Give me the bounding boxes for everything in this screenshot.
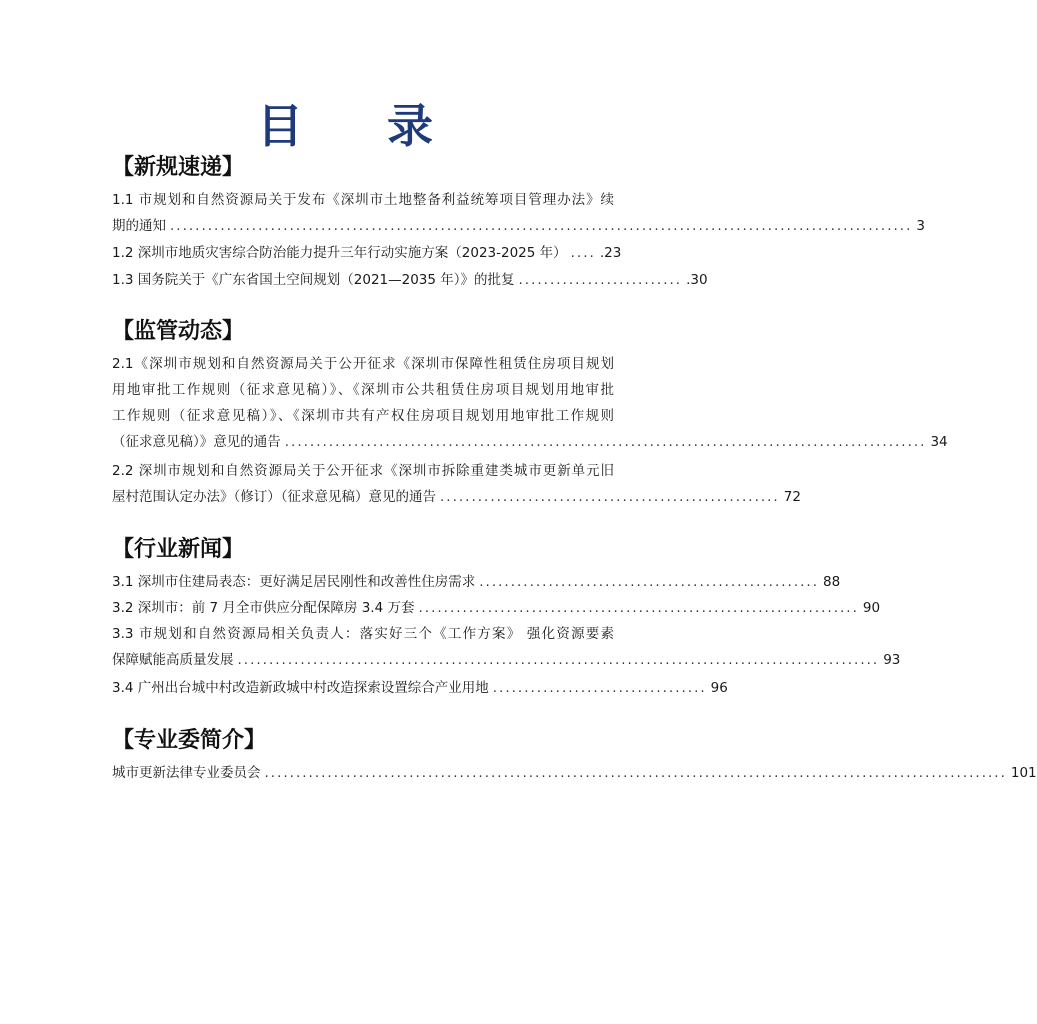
toc-entry-2-1[interactable] (112, 351, 948, 455)
toc-entry-line: 3.2 深圳市：前 7 月全市供应分配保障房 3.4 万套 (112, 600, 415, 616)
dot-leader: ...................................................................... (418, 600, 859, 616)
dot-leader: .................................. (492, 680, 707, 696)
page-number: 88 (823, 574, 841, 590)
page-number: 101 (1010, 765, 1037, 781)
section-heading-regulatory-updates: 【监管动态】 (112, 319, 245, 344)
toc-entry-1-1[interactable] (112, 187, 925, 239)
toc-entry-1-2[interactable] (112, 240, 622, 266)
toc-entry-3-3[interactable] (112, 621, 901, 673)
toc-entry-3-1[interactable] (112, 569, 841, 595)
dot-leader: .......................... (518, 272, 683, 288)
toc-entry-4-1[interactable] (112, 760, 1037, 786)
toc-entry-line: 城市更新法律专业委员会 (112, 765, 261, 781)
toc-entry-line: 用地审批工作规则（征求意见稿）》、《深圳市公共租赁住房项目规划用地审批 (112, 382, 614, 398)
toc-entry-line: （征求意见稿）》意见的通告 (112, 434, 281, 450)
dot-leader: ...................................................... (440, 489, 780, 505)
page-number: 3 (916, 218, 925, 234)
dot-leader: ...................................................................................................................... (170, 218, 913, 234)
page-number: 93 (883, 652, 901, 668)
section-heading-committee-intro: 【专业委简介】 (112, 728, 267, 753)
page-number: .30 (686, 272, 708, 288)
toc-entry-line: 1.3 国务院关于《广东省国土空间规划（2021—2035 年）》的批复 (112, 272, 515, 288)
toc-entry-line: 2.2 深圳市规划和自然资源局关于公开征求《深圳市拆除重建类城市更新单元旧 (112, 463, 614, 479)
toc-entry-line: 3.4 广州出台城中村改造新政城中村改造探索设置综合产业用地 (112, 680, 489, 696)
page-number: 96 (710, 680, 728, 696)
toc-entry-line: 1.1 市规划和自然资源局关于发布《深圳市土地整备利益统筹项目管理办法》续 (112, 192, 614, 208)
toc-entry-line: 2.1《深圳市规划和自然资源局关于公开征求《深圳市保障性租赁住房项目规划 (112, 356, 614, 372)
toc-entry-line: 3.3 市规划和自然资源局相关负责人：落实好三个《工作方案》 强化资源要素 (112, 626, 614, 642)
section-heading-new-regulations: 【新规速递】 (112, 155, 245, 180)
toc-entry-line: 保障赋能高质量发展 (112, 652, 234, 668)
dot-leader: ...................................................................................................... (284, 434, 927, 450)
toc-entry-3-4[interactable] (112, 675, 728, 701)
page-number: 90 (862, 600, 881, 616)
toc-entry-line: 期的通知 (112, 218, 166, 234)
toc-entry-3-2[interactable] (112, 595, 881, 621)
toc-entry-2-2[interactable] (112, 458, 801, 510)
page-number: 34 (930, 434, 948, 450)
toc-entry-line: 3.1 深圳市住建局表态：更好满足居民刚性和改善性住房需求 (112, 574, 476, 590)
page-number: .23 (599, 245, 622, 261)
dot-leader: ...................................................................................................... (237, 652, 880, 668)
dot-leader: ...................................................................................................................... (264, 765, 1007, 781)
dot-leader: .... (570, 245, 596, 261)
toc-entry-line: 屋村范围认定办法》（修订）（征求意见稿）意见的通告 (112, 489, 436, 505)
toc-entry-line: 1.2 深圳市地质灾害综合防治能力提升三年行动实施方案（2023-2025 年） (112, 245, 567, 261)
toc-title: 目 录 (256, 99, 467, 153)
toc-entry-1-3[interactable] (112, 267, 708, 293)
page-number: 72 (783, 489, 801, 505)
section-heading-industry-news: 【行业新闻】 (112, 537, 245, 562)
toc-entry-line: 工作规则（征求意见稿）》、《深圳市共有产权住房项目规划用地审批工作规则 (112, 408, 614, 424)
dot-leader: ...................................................... (479, 574, 819, 590)
